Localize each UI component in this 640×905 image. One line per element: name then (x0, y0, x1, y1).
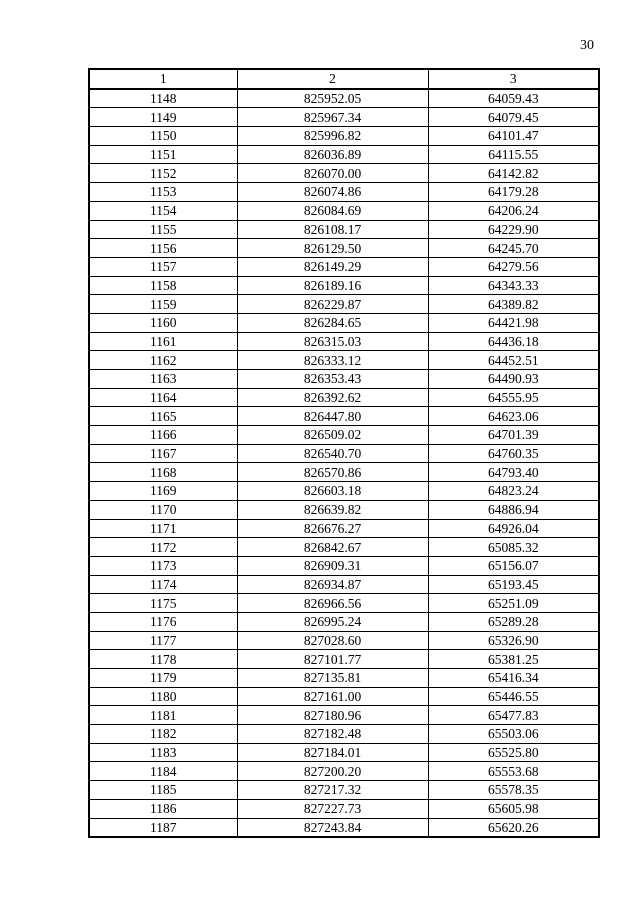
table-cell-col2: 827028.60 (237, 631, 428, 650)
table-cell-col1: 1159 (89, 295, 237, 314)
table-row (89, 201, 599, 220)
table-cell-col3: 64245.70 (428, 239, 599, 258)
table-cell-col1: 1172 (89, 538, 237, 557)
table-cell-col3: 64436.18 (428, 332, 599, 351)
table-cell-col3: 64142.82 (428, 164, 599, 183)
table-row (89, 650, 599, 669)
table-cell-col2: 826229.87 (237, 295, 428, 314)
table-cell-col1: 1168 (89, 463, 237, 482)
table-cell-col1: 1173 (89, 556, 237, 575)
table-cell-col3: 65289.28 (428, 612, 599, 631)
table-cell-col3: 64179.28 (428, 183, 599, 202)
table-cell-col1: 1177 (89, 631, 237, 650)
table-cell-col2: 826070.00 (237, 164, 428, 183)
table-cell-col2: 826036.89 (237, 145, 428, 164)
table-cell-col1: 1183 (89, 743, 237, 762)
table-cell-col2: 826108.17 (237, 220, 428, 239)
table-cell-col2: 827135.81 (237, 669, 428, 688)
table-cell-col2: 826570.86 (237, 463, 428, 482)
table-row (89, 183, 599, 202)
table-cell-col1: 1163 (89, 370, 237, 389)
table-row (89, 370, 599, 389)
table-cell-col3: 65156.07 (428, 556, 599, 575)
table-row (89, 743, 599, 762)
table-row (89, 500, 599, 519)
table-row (89, 388, 599, 407)
table-cell-col2: 826995.24 (237, 612, 428, 631)
table-row (89, 725, 599, 744)
table-cell-col1: 1167 (89, 444, 237, 463)
table-cell-col1: 1176 (89, 612, 237, 631)
table-row (89, 799, 599, 818)
table-body (89, 89, 599, 838)
table-cell-col2: 826074.86 (237, 183, 428, 202)
table-cell-col3: 64079.45 (428, 108, 599, 127)
table-row (89, 426, 599, 445)
table-cell-col2: 827217.32 (237, 781, 428, 800)
table-row (89, 164, 599, 183)
table-cell-col2: 826333.12 (237, 351, 428, 370)
table-cell-col3: 64421.98 (428, 313, 599, 332)
table-row (89, 818, 599, 837)
table-cell-col3: 65525.80 (428, 743, 599, 762)
table-cell-col3: 64115.55 (428, 145, 599, 164)
table-cell-col1: 1148 (89, 89, 237, 108)
table-cell-col2: 825996.82 (237, 127, 428, 146)
table-cell-col2: 826934.87 (237, 575, 428, 594)
table-cell-col1: 1154 (89, 201, 237, 220)
table-cell-col2: 826676.27 (237, 519, 428, 538)
table-row (89, 556, 599, 575)
table-cell-col1: 1175 (89, 594, 237, 613)
table-cell-col1: 1152 (89, 164, 237, 183)
table-cell-col2: 827227.73 (237, 799, 428, 818)
table-cell-col2: 826447.80 (237, 407, 428, 426)
table-cell-col3: 64206.24 (428, 201, 599, 220)
table-cell-col1: 1149 (89, 108, 237, 127)
table-cell-col1: 1151 (89, 145, 237, 164)
table-cell-col2: 827243.84 (237, 818, 428, 837)
table-row (89, 669, 599, 688)
table-cell-col3: 65477.83 (428, 706, 599, 725)
table-cell-col3: 65416.34 (428, 669, 599, 688)
table-cell-col3: 64823.24 (428, 482, 599, 501)
table-cell-col3: 65251.09 (428, 594, 599, 613)
table-cell-col3: 65085.32 (428, 538, 599, 557)
table-cell-col1: 1181 (89, 706, 237, 725)
table-cell-col3: 64343.33 (428, 276, 599, 295)
table-row (89, 332, 599, 351)
table-row (89, 687, 599, 706)
table-row (89, 127, 599, 146)
table-cell-col3: 64490.93 (428, 370, 599, 389)
table-cell-col3: 65605.98 (428, 799, 599, 818)
table-cell-col2: 826353.43 (237, 370, 428, 389)
table-cell-col3: 64926.04 (428, 519, 599, 538)
table-row (89, 351, 599, 370)
table-row (89, 276, 599, 295)
table-cell-col3: 64793.40 (428, 463, 599, 482)
table-row (89, 594, 599, 613)
table-cell-col2: 826189.16 (237, 276, 428, 295)
table-row (89, 220, 599, 239)
column-header-3: 3 (428, 69, 599, 89)
table-cell-col2: 827161.00 (237, 687, 428, 706)
table-cell-col3: 65326.90 (428, 631, 599, 650)
table-cell-col3: 65193.45 (428, 575, 599, 594)
column-header-1: 1 (89, 69, 237, 89)
table-cell-col3: 64555.95 (428, 388, 599, 407)
table-cell-col2: 826149.29 (237, 257, 428, 276)
table-cell-col1: 1155 (89, 220, 237, 239)
table-row (89, 781, 599, 800)
table-cell-col1: 1174 (89, 575, 237, 594)
table-row (89, 631, 599, 650)
table-cell-col1: 1150 (89, 127, 237, 146)
table-row (89, 145, 599, 164)
table-cell-col3: 65620.26 (428, 818, 599, 837)
table-cell-col3: 64101.47 (428, 127, 599, 146)
table-row (89, 108, 599, 127)
table-row (89, 463, 599, 482)
page-number: 30 (580, 38, 594, 53)
table-row (89, 239, 599, 258)
table-row (89, 762, 599, 781)
table-cell-col3: 64279.56 (428, 257, 599, 276)
table-cell-col3: 64760.35 (428, 444, 599, 463)
table-cell-col1: 1160 (89, 313, 237, 332)
table-cell-col2: 826315.03 (237, 332, 428, 351)
table-row (89, 706, 599, 725)
table-cell-col1: 1166 (89, 426, 237, 445)
table-cell-col2: 827180.96 (237, 706, 428, 725)
table-cell-col3: 65503.06 (428, 725, 599, 744)
table-cell-col1: 1187 (89, 818, 237, 837)
table-cell-col2: 826540.70 (237, 444, 428, 463)
table-cell-col1: 1170 (89, 500, 237, 519)
table-cell-col1: 1169 (89, 482, 237, 501)
table-cell-col1: 1165 (89, 407, 237, 426)
table-cell-col1: 1185 (89, 781, 237, 800)
table-cell-col2: 826639.82 (237, 500, 428, 519)
table-cell-col1: 1161 (89, 332, 237, 351)
table-cell-col2: 826284.65 (237, 313, 428, 332)
table-cell-col3: 64701.39 (428, 426, 599, 445)
table-row (89, 89, 599, 108)
table-row (89, 313, 599, 332)
table-cell-col2: 826909.31 (237, 556, 428, 575)
table-cell-col3: 64229.90 (428, 220, 599, 239)
table-cell-col3: 65446.55 (428, 687, 599, 706)
table-header (89, 69, 599, 89)
table-row (89, 295, 599, 314)
header-row (89, 69, 599, 89)
coordinates-table (88, 68, 600, 838)
table-cell-col3: 64389.82 (428, 295, 599, 314)
table-cell-col2: 825967.34 (237, 108, 428, 127)
table-cell-col2: 827184.01 (237, 743, 428, 762)
table-cell-col1: 1178 (89, 650, 237, 669)
table-cell-col1: 1164 (89, 388, 237, 407)
table-cell-col3: 65578.35 (428, 781, 599, 800)
table-cell-col3: 64886.94 (428, 500, 599, 519)
table-cell-col1: 1158 (89, 276, 237, 295)
table-row (89, 257, 599, 276)
table-row (89, 612, 599, 631)
table-cell-col3: 64059.43 (428, 89, 599, 108)
table-cell-col1: 1156 (89, 239, 237, 258)
table-cell-col1: 1180 (89, 687, 237, 706)
table-cell-col2: 826842.67 (237, 538, 428, 557)
table-cell-col1: 1186 (89, 799, 237, 818)
table-cell-col2: 826129.50 (237, 239, 428, 258)
table-cell-col1: 1171 (89, 519, 237, 538)
table-cell-col1: 1157 (89, 257, 237, 276)
table-cell-col2: 825952.05 (237, 89, 428, 108)
table-cell-col2: 826509.02 (237, 426, 428, 445)
table-cell-col3: 65553.68 (428, 762, 599, 781)
table-row (89, 407, 599, 426)
table-row (89, 482, 599, 501)
table-cell-col2: 827200.20 (237, 762, 428, 781)
table-cell-col2: 826084.69 (237, 201, 428, 220)
table-row (89, 575, 599, 594)
table-cell-col2: 827101.77 (237, 650, 428, 669)
table-cell-col1: 1182 (89, 725, 237, 744)
table-row (89, 519, 599, 538)
table-cell-col1: 1162 (89, 351, 237, 370)
table-cell-col1: 1153 (89, 183, 237, 202)
table-row (89, 538, 599, 557)
table-cell-col3: 64623.06 (428, 407, 599, 426)
table-cell-col3: 65381.25 (428, 650, 599, 669)
table-cell-col3: 64452.51 (428, 351, 599, 370)
table-cell-col2: 826966.56 (237, 594, 428, 613)
table-row (89, 444, 599, 463)
table-cell-col2: 827182.48 (237, 725, 428, 744)
table-cell-col1: 1179 (89, 669, 237, 688)
table-cell-col2: 826603.18 (237, 482, 428, 501)
table-cell-col1: 1184 (89, 762, 237, 781)
table-cell-col2: 826392.62 (237, 388, 428, 407)
column-header-2: 2 (237, 69, 428, 89)
